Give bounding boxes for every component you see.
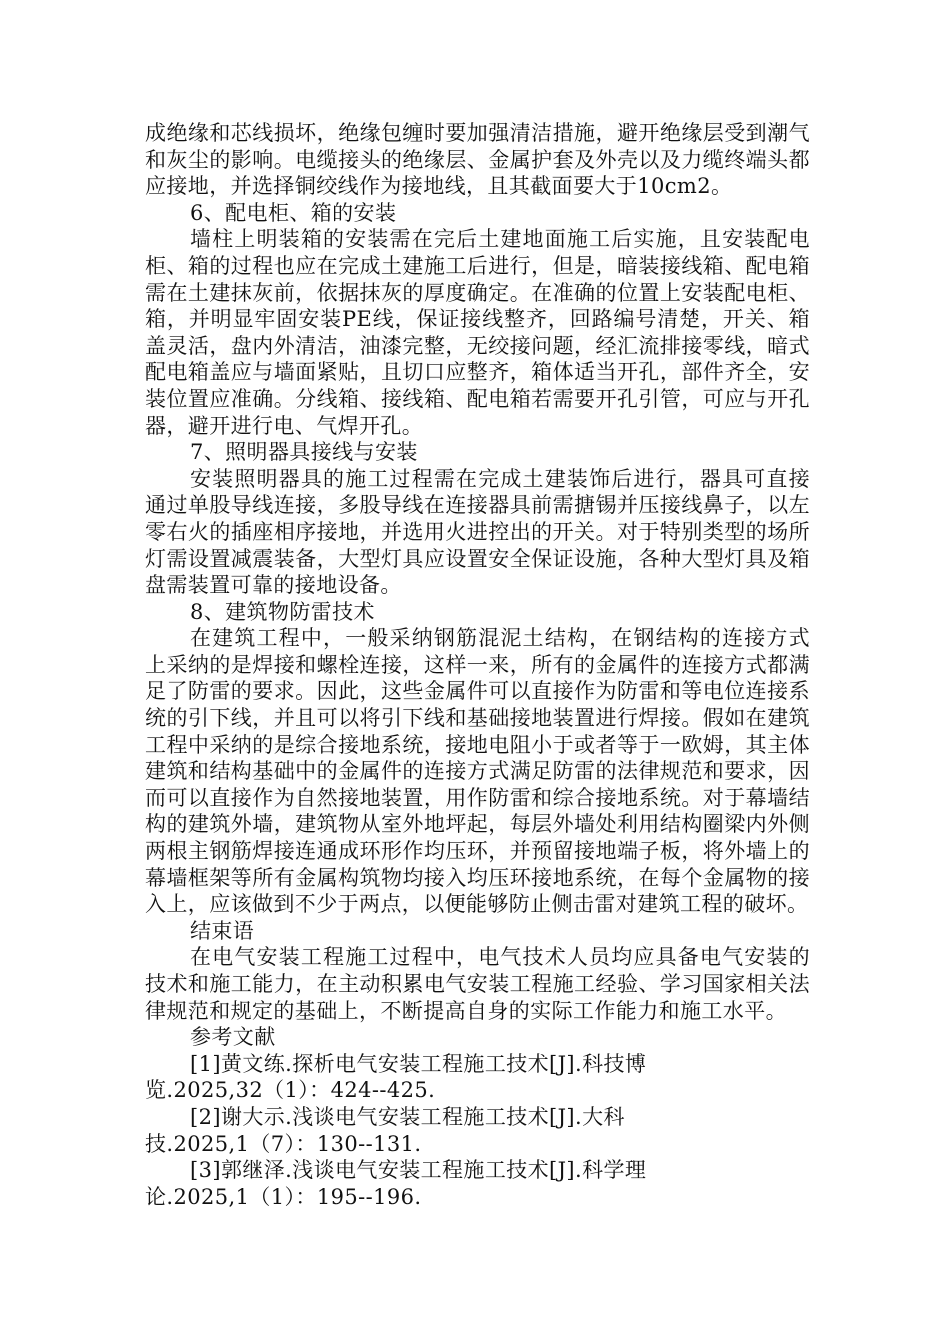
- section-heading-7: 7、照明器具接线与安装: [190, 440, 418, 465]
- section-heading-8: 8、建筑物防雷技术: [190, 599, 375, 624]
- paragraph-section-6: 墙柱上明装箱的安装需在完后土建地面施工后实施，且安装配电柜、箱的过程也应在完成土建施工后进行，但是，暗装接线箱、配电箱需在土建抹灰前，依据抹灰的厚度确定。在准确的位置上安装配电柜、箱，并明显牢固安装PE线，保证接线整齐，回路编号清楚，开关、箱盖灵活，盘内外清洁，油漆完整，无绞接问题，经汇流排接零线，暗式配电箱盖应与墙面紧贴，且切口应整齐，箱体适当开孔，部件齐全，安装位置应准确。分线箱、接线箱、配电箱若需要开孔引管，可应与开孔器，避开进行电、气焊开孔。: [145, 227, 810, 438]
- references-heading: 参考文献: [190, 1025, 276, 1050]
- reference-3-line-2: 论.2025,1（1）：195--196.: [145, 1184, 422, 1209]
- document-page: [145, 120, 810, 1210]
- reference-item-2: [145, 1104, 810, 1157]
- paragraph-section-7: 安装照明器具的施工过程需在完成土建装饰后进行，器具可直接通过单股导线连接，多股导线在连接器具前需搪锡并压接线鼻子，以左零右火的插座相序接地，并选用火进控出的开关。对于特别类型的场所灯需设置减震装备，大型灯具应设置安全保证设施，各种大型灯具及箱盘需装置可靠的接地设备。: [145, 466, 810, 598]
- section-heading-6: 6、配电柜、箱的安装: [190, 200, 397, 225]
- paragraph-intro: 成绝缘和芯线损坏，绝缘包缠时要加强清洁措施，避开绝缘层受到潮气和灰尘的影响。电缆接头的绝缘层、金属护套及外壳以及力缆终端头都应接地，并选择铜绞线作为接地线，且其截面要大于10cm2。: [145, 121, 810, 199]
- conclusion-heading: 结束语: [190, 918, 255, 943]
- reference-item-3: [145, 1157, 810, 1210]
- reference-2-line-2: 技.2025,1（7）：130--131.: [145, 1131, 422, 1156]
- paragraph-conclusion: 在电气安装工程施工过程中，电气技术人员均应具备电气安装的技术和施工能力，在主动积累电气安装工程施工经验、学习国家相关法律规范和规定的基础上，不断提高自身的实际工作能力和施工水平。: [145, 945, 810, 1023]
- reference-1-line-2: 览.2025,32（1）：424--425.: [145, 1078, 436, 1103]
- reference-3-line-1: [3]郭继泽.浅谈电气安装工程施工技术[J].科学理: [190, 1158, 647, 1183]
- reference-2-line-1: [2]谢大示.浅谈电气安装工程施工技术[J].大科: [190, 1104, 625, 1129]
- reference-1-line-1: [1]黄文练.探析电气安装工程施工技术[J].科技博: [190, 1051, 647, 1076]
- reference-item-1: [145, 1051, 810, 1104]
- paragraph-section-8: 在建筑工程中，一般采纳钢筋混泥土结构，在钢结构的连接方式上采纳的是焊接和螺栓连接，这样一来，所有的金属件的连接方式都满足了防雷的要求。因此，这些金属件可以直接作为防雷和等电位连接系统的引下线，并且可以将引下线和基础接地装置进行焊接。假如在建筑工程中采纳的是综合接地系统，接地电阻小于或者等于一欧姆，其主体建筑和结构基础中的金属件的连接方式满足防雷的法律规范和要求，因而可以直接作为自然接地装置，用作防雷和综合接地系统。对于幕墙结构的建筑外墙，建筑物从室外地坪起，每层外墙处利用结构圈梁内外侧两根主钢筋焊接连通成环形作均压环，并预留接地端子板，将外墙上的幕墙框架等所有金属构筑物均接入均压环接地系统，在每个金属物的接入上，应该做到不少于两点，以便能够防止侧击雷对建筑工程的破坏。: [145, 626, 810, 917]
